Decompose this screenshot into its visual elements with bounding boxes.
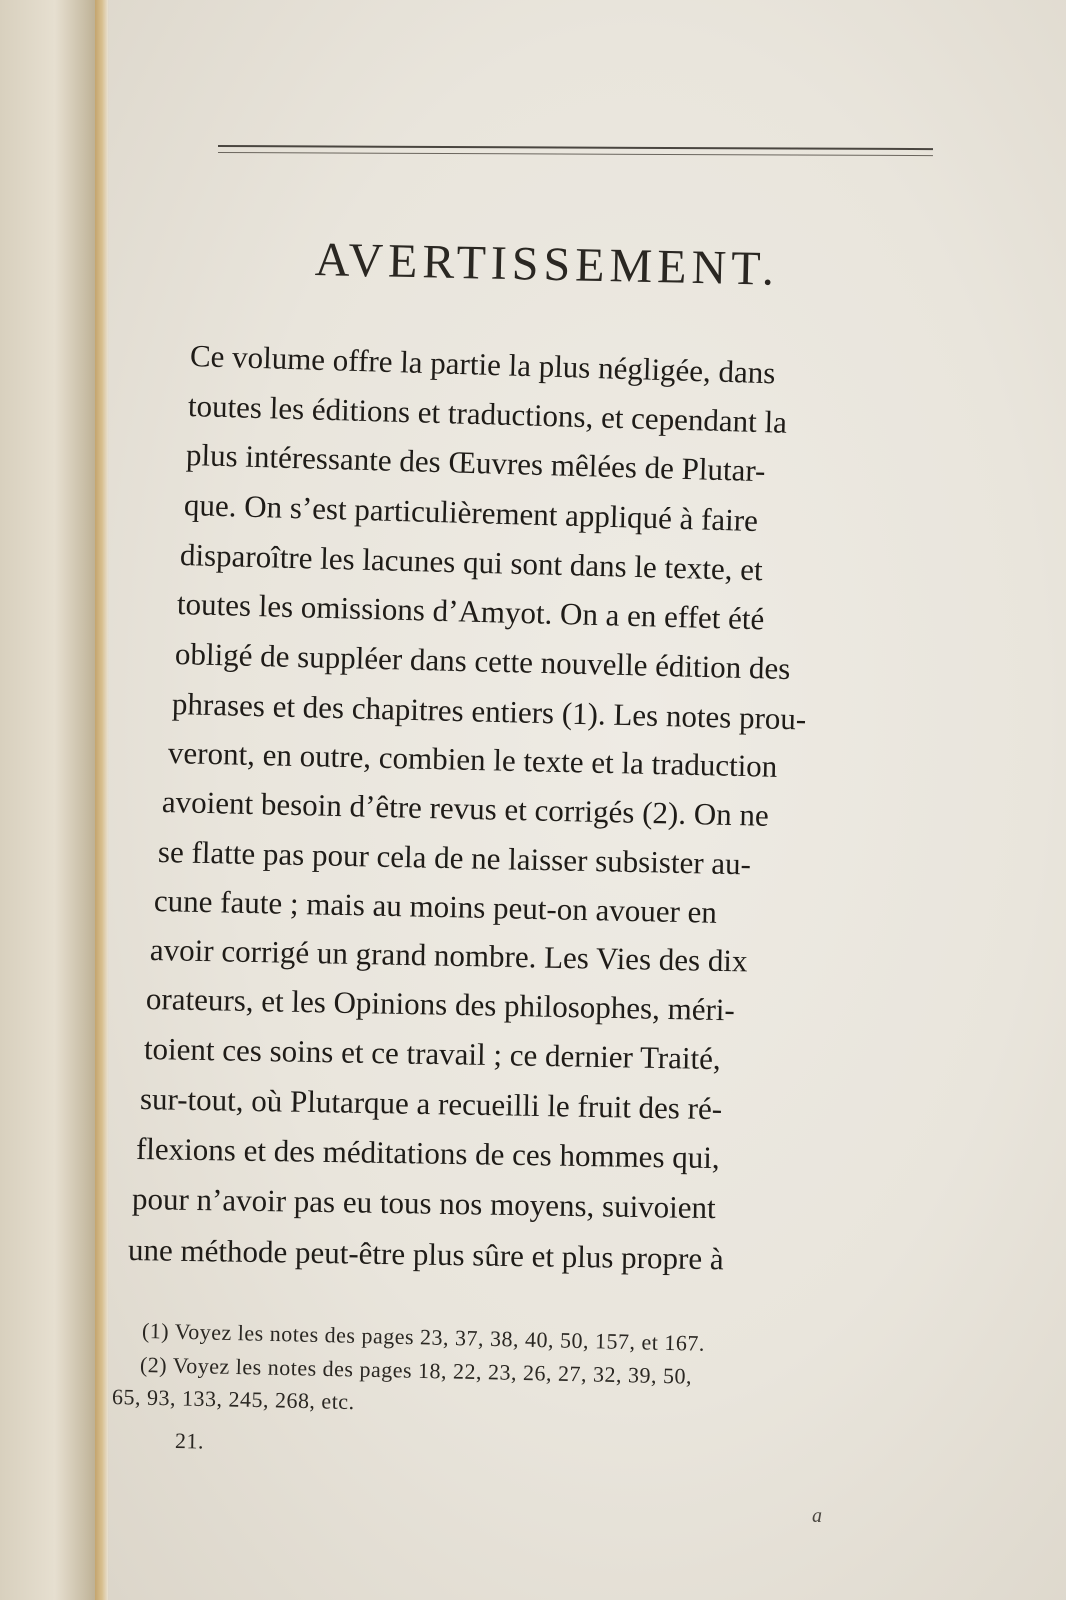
body-line: phrases et des chapitres entiers (1). Les notes prou- — [171, 686, 807, 737]
body-line: se flatte pas pour cela de ne laisser subsister au- — [157, 834, 752, 882]
body-line: toient ces soins et ce travail ; ce dernier Traité, — [143, 1031, 721, 1077]
body-line: sur-tout, où Plutarque a recueilli le fruit des ré- — [139, 1081, 723, 1127]
body-line: une méthode peut-être plus sûre et plus propre à — [127, 1232, 724, 1277]
footnote: 21. — [174, 1428, 205, 1454]
body-line: disparoître les lacunes qui sont dans le texte, et — [179, 537, 764, 588]
body-line: avoir corrigé un grand nombre. Les Vies des dix — [149, 932, 748, 979]
page-title: AVERTISSEMENT. — [314, 233, 780, 296]
footnote: (1) Voyez les notes des pages 23, 37, 38, 40, 50, 157, et 167. — [141, 1318, 706, 1356]
signature-mark: a — [812, 1505, 822, 1527]
body-line: avoient besoin d’être revus et corrigés (2). On ne — [161, 784, 770, 833]
body-line: toutes les éditions et traductions, et cependant la — [187, 388, 788, 440]
body-line: Ce volume offre la partie la plus négligée, dans — [189, 338, 776, 391]
spine-shadow — [95, 0, 109, 1600]
body-line: que. On s’est particulièrement appliqué à faire — [183, 487, 759, 539]
left-page-edge — [0, 0, 100, 1600]
body-line: orateurs, et les Opinions des philosophes, méri- — [145, 981, 736, 1028]
body-line: veront, en outre, combien le texte et la traduction — [167, 735, 778, 784]
body-line: obligé de suppléer dans cette nouvelle édition des — [174, 636, 791, 687]
body-line: cune faute ; mais au moins peut-on avouer en — [153, 883, 718, 930]
body-line: plus intéressante des Œuvres mêlées de Plutar- — [185, 437, 766, 489]
body-line: flexions et des méditations de ces hommes qui, — [135, 1131, 720, 1176]
body-line: toutes les omissions d’Amyot. On a en effet été — [176, 586, 765, 637]
body-line: pour n’avoir pas eu tous nos moyens, suivoient — [131, 1181, 716, 1226]
footnote: (2) Voyez les notes des pages 18, 22, 23, 26, 27, 32, 39, 50, — [139, 1352, 693, 1389]
footnote: 65, 93, 133, 245, 268, etc. — [111, 1384, 355, 1415]
